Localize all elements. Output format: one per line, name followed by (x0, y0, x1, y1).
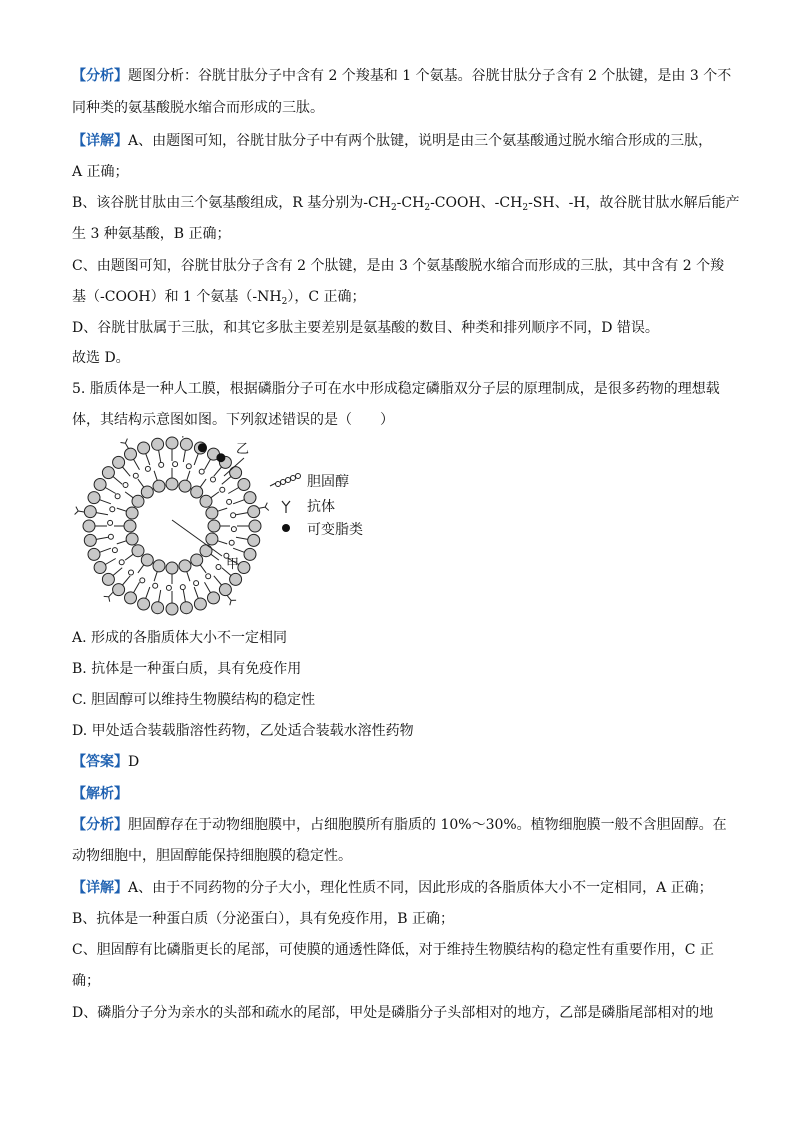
cholesterol-icon (270, 474, 301, 487)
cholesterol-bead (112, 548, 117, 553)
phospholipid-head (153, 480, 165, 492)
phospholipid-head (102, 573, 114, 585)
explanation-line-7: D、磷脂分子分为亲水的头部和疏水的尾部，甲处是磷脂分子头部相对的地方，乙部是磷脂尾部相对的地 (72, 1005, 714, 1021)
phospholipid-tail (125, 554, 133, 560)
phospholipid-head (200, 545, 212, 557)
cholesterol-bead (229, 540, 234, 545)
explanation-line-1 (72, 815, 727, 835)
subscript: 2 (424, 203, 431, 213)
phospholipid-head (102, 467, 114, 479)
cholesterol-bead (231, 527, 236, 532)
label-jia: 甲 (226, 557, 240, 572)
antibody (104, 592, 113, 601)
cholesterol-bead (180, 585, 185, 590)
cholesterol-bead (119, 560, 124, 565)
detail-tag: 【详解】 (72, 133, 128, 149)
phospholipid-tail (146, 454, 150, 465)
cholesterol-bead (145, 466, 150, 471)
cholesterol-bead (159, 462, 164, 467)
option-c: C. 胆固醇可以维持生物膜结构的稳定性 (72, 692, 316, 708)
legend-antibody: 抗体 (307, 499, 335, 515)
phospholipid-tail (236, 537, 248, 539)
phospholipid-head (180, 438, 192, 450)
phospholipid-tail (218, 541, 228, 544)
phospholipid-tail (222, 477, 231, 485)
phospholipid-tail (113, 568, 122, 576)
phospholipid-tail (105, 559, 115, 565)
antibody (227, 596, 236, 606)
phospholipid-tail (236, 513, 248, 515)
explanation-text-3: A、由于不同药物的分子大小，理化性质不同，因此形成的各脂质体大小不一定相同，A 正确； (128, 880, 713, 896)
phospholipid-tail (154, 471, 157, 481)
cholesterol-bead (153, 583, 158, 588)
phospholipid-tail (233, 548, 244, 552)
phospholipid-head (166, 603, 178, 615)
antibody (75, 507, 85, 515)
option-a: A. 形成的各脂质体大小不一定相同 (72, 630, 288, 646)
phospholipid-head (83, 520, 95, 532)
cholesterol-bead (220, 487, 225, 492)
amino-text: 基（-COOH）和 1 个氨基（-NH (72, 289, 282, 305)
phospholipid-tail (146, 587, 150, 598)
phospholipid-tail (233, 500, 244, 504)
conclusion-line: 故选 D。 (72, 350, 130, 366)
phospholipid-head (191, 486, 203, 498)
phospholipid-tail (183, 590, 185, 602)
phospholipid-tail (205, 459, 211, 469)
option-d: D. 甲处适合装载脂溶性药物，乙处适合装载水溶性药物 (72, 723, 414, 739)
cholesterol-bead (140, 578, 145, 583)
detail-tag-2: 【详解】 (72, 880, 128, 896)
explanation-text-1: 胆固醇存在于动物细胞膜中，占细胞膜所有脂质的 10%～30%。植物细胞膜一般不含胆固醇。在 (128, 817, 727, 833)
answer-value: D (128, 754, 140, 770)
phospholipid-head (244, 492, 256, 504)
answer-line (72, 752, 139, 772)
subscript: 2 (390, 203, 397, 213)
phospholipid-head (179, 560, 191, 572)
analysis-tag: 【分析】 (72, 68, 128, 84)
phospholipid-head (88, 492, 100, 504)
analysis-text: 题图分析：谷胱甘肽分子中含有 2 个羧基和 1 个氨基。谷胱甘肽分子含有 2 个肽键，是由 3 个不 (128, 68, 732, 84)
phospholipid-tail (200, 565, 206, 573)
phospholipid-head (132, 545, 144, 557)
cholesterol-bead (206, 574, 211, 579)
phospholipid-head (230, 467, 242, 479)
phospholipid-tail (214, 576, 222, 585)
antibody (180, 436, 188, 438)
phospholipid-tail (183, 450, 185, 462)
detail-line-7: D、谷胱甘肽属于三肽，和其它多肽主要差别是氨基酸的数目、种类和排列顺序不同，D 错误。 (72, 320, 659, 336)
jiexi-heading: 【解析】 (72, 786, 128, 802)
explanation-line-5: C、胆固醇有比磷脂更长的尾部，可使膜的通透性降低，对于维持生物膜结构的稳定性有重要作用，C 正 (72, 942, 714, 958)
phospholipid-head (94, 479, 106, 491)
phospholipid-head (141, 554, 153, 566)
antibody-icon (282, 501, 290, 513)
cholesterol-bead (108, 520, 113, 525)
phospholipid-head (248, 506, 260, 518)
cholesterol-bead (123, 483, 128, 488)
variable-lipid (217, 454, 225, 462)
phospholipid-tail (134, 459, 140, 469)
phospholipid-head (230, 573, 242, 585)
phospholipid-tail (138, 479, 144, 487)
phospholipid-head (194, 598, 206, 610)
detail-line-1 (72, 131, 712, 151)
r-group-text-a: B、该谷胱甘肽由三个氨基酸组成，R 基分别为-CH (72, 195, 391, 211)
phospholipid-tail (96, 537, 108, 539)
subscript: 2 (281, 297, 288, 307)
antibody (121, 439, 129, 449)
cholesterol-bead (173, 462, 178, 467)
phospholipid-head (152, 602, 164, 614)
phospholipid-head (200, 495, 212, 507)
phospholipid-head (180, 602, 192, 614)
r-group-text-c: -COOH、-CH (430, 195, 523, 211)
analysis-tag-2: 【分析】 (72, 817, 128, 833)
phospholipid-tail (211, 492, 219, 498)
phospholipid-tail (113, 477, 122, 485)
phospholipid-head (125, 592, 137, 604)
phospholipid-head (153, 560, 165, 572)
phospholipid-head (248, 534, 260, 546)
phospholipid-head (249, 520, 261, 532)
phospholipid-tail (159, 590, 161, 602)
detail-line-4: 生 3 种氨基酸，B 正确； (72, 226, 231, 242)
phospholipid-tail (187, 471, 190, 481)
detail-text: A、由题图可知，谷胱甘肽分子中有两个肽键，说明是由三个氨基酸通过脱水缩合形成的三肽， (128, 133, 713, 149)
phospholipid-head (219, 584, 231, 596)
phospholipid-tail (205, 582, 211, 592)
phospholipid-head (138, 442, 150, 454)
phospholipid-tail (100, 548, 111, 552)
detail-line-2: A 正确； (72, 164, 129, 180)
phospholipid-head (88, 548, 100, 560)
explanation-line-6: 确； (72, 973, 100, 989)
phospholipid-head (238, 479, 250, 491)
cholesterol-bead (110, 507, 115, 512)
option-b: B. 抗体是一种蛋白质，具有免疫作用 (72, 661, 302, 677)
phospholipid-tail (105, 488, 115, 494)
cholesterol-bead (108, 534, 113, 539)
phospholipid-tail (228, 488, 238, 494)
phospholipid-tail (194, 454, 198, 465)
lipid-icon (282, 524, 290, 532)
phospholipid-tail (134, 582, 140, 592)
r-group-text-d: -SH、-H，故谷胱甘肽水解后能产 (528, 195, 740, 211)
phospholipid-tail (96, 513, 108, 515)
explanation-line-3 (72, 878, 713, 898)
cholesterol-bead (186, 464, 191, 469)
phospholipid-tail (214, 467, 222, 476)
phospholipid-head (141, 486, 153, 498)
phospholipid-head (94, 562, 106, 574)
phospholipid-head (132, 495, 144, 507)
analysis-line-1 (72, 66, 731, 86)
question-stem-2: 体，其结构示意图如图。下列叙述错误的是（ ） (72, 412, 394, 428)
analysis-line-2: 同种类的氨基酸脱水缩合而形成的三肽。 (72, 100, 324, 116)
answer-tag: 【答案】 (72, 754, 128, 770)
phospholipid-head (84, 506, 96, 518)
phospholipid-head (238, 562, 250, 574)
phospholipid-head (208, 520, 220, 532)
phospholipid-tail (159, 450, 161, 462)
amino-text-end: ），C 正确； (287, 289, 366, 305)
phospholipid-head (84, 534, 96, 546)
phospholipid-head (206, 507, 218, 519)
phospholipid-tail (125, 492, 133, 498)
phospholipid-head (124, 520, 136, 532)
phospholipid-tail (194, 587, 198, 598)
detail-line-6 (72, 287, 366, 307)
subscript: 2 (522, 203, 529, 213)
phospholipid-tail (187, 572, 190, 582)
detail-line-3 (72, 193, 740, 213)
phospholipid-head (166, 437, 178, 449)
cholesterol-bead (194, 581, 199, 586)
question-stem-1: 5. 脂质体是一种人工膜，根据磷脂分子可在水中形成稳定磷脂双分子层的原理制成，是很多药物的理想载 (72, 381, 720, 397)
phospholipid-head (206, 533, 218, 545)
phospholipid-head (113, 456, 125, 468)
legend-cholesterol: 胆固醇 (307, 474, 349, 490)
phospholipid-head (179, 480, 191, 492)
phospholipid-tail (200, 479, 206, 487)
phospholipid-tail (154, 572, 157, 582)
phospholipid-tail (117, 508, 127, 511)
phospholipid-head (113, 584, 125, 596)
cholesterol-bead (133, 473, 138, 478)
phospholipid-head (138, 598, 150, 610)
legend-lipid: 可变脂类 (307, 522, 363, 538)
phospholipid-head (152, 438, 164, 450)
phospholipid-tail (218, 508, 228, 511)
phospholipid-tail (117, 541, 127, 544)
phospholipid-tail (100, 500, 111, 504)
cholesterol-bead (227, 499, 232, 504)
phospholipid-tail (123, 467, 131, 476)
phospholipid-head (191, 554, 203, 566)
liposome-diagram (72, 436, 382, 622)
phospholipid-head (166, 478, 178, 490)
phospholipid-tail (123, 576, 131, 585)
phospholipid-head (125, 448, 137, 460)
cholesterol-bead (216, 565, 221, 570)
cholesterol-bead (231, 513, 236, 518)
explanation-line-2: 动物细胞中，胆固醇能保持细胞膜的稳定性。 (72, 848, 352, 864)
phospholipid-tail (211, 554, 219, 560)
cholesterol-bead (199, 469, 204, 474)
phospholipid-head (244, 548, 256, 560)
phospholipid-head (126, 533, 138, 545)
label-yi: 乙 (236, 442, 250, 457)
detail-line-5: C、由题图可知，谷胱甘肽分子含有 2 个肽键，是由 3 个氨基酸脱水缩合而形成的三肽，其中含有 2 个羧 (72, 258, 725, 274)
cholesterol-bead (129, 570, 134, 575)
explanation-line-4: B、抗体是一种蛋白质（分泌蛋白），具有免疫作用，B 正确； (72, 911, 455, 927)
variable-lipid (198, 444, 206, 452)
phospholipid-head (126, 507, 138, 519)
phospholipid-head (208, 592, 220, 604)
cholesterol-bead (211, 477, 216, 482)
phospholipid-head (166, 562, 178, 574)
cholesterol-bead (166, 585, 171, 590)
cholesterol-bead (115, 494, 120, 499)
phospholipid-tail (138, 565, 144, 573)
r-group-text-b: -CH (396, 195, 425, 211)
antibody (259, 503, 269, 511)
